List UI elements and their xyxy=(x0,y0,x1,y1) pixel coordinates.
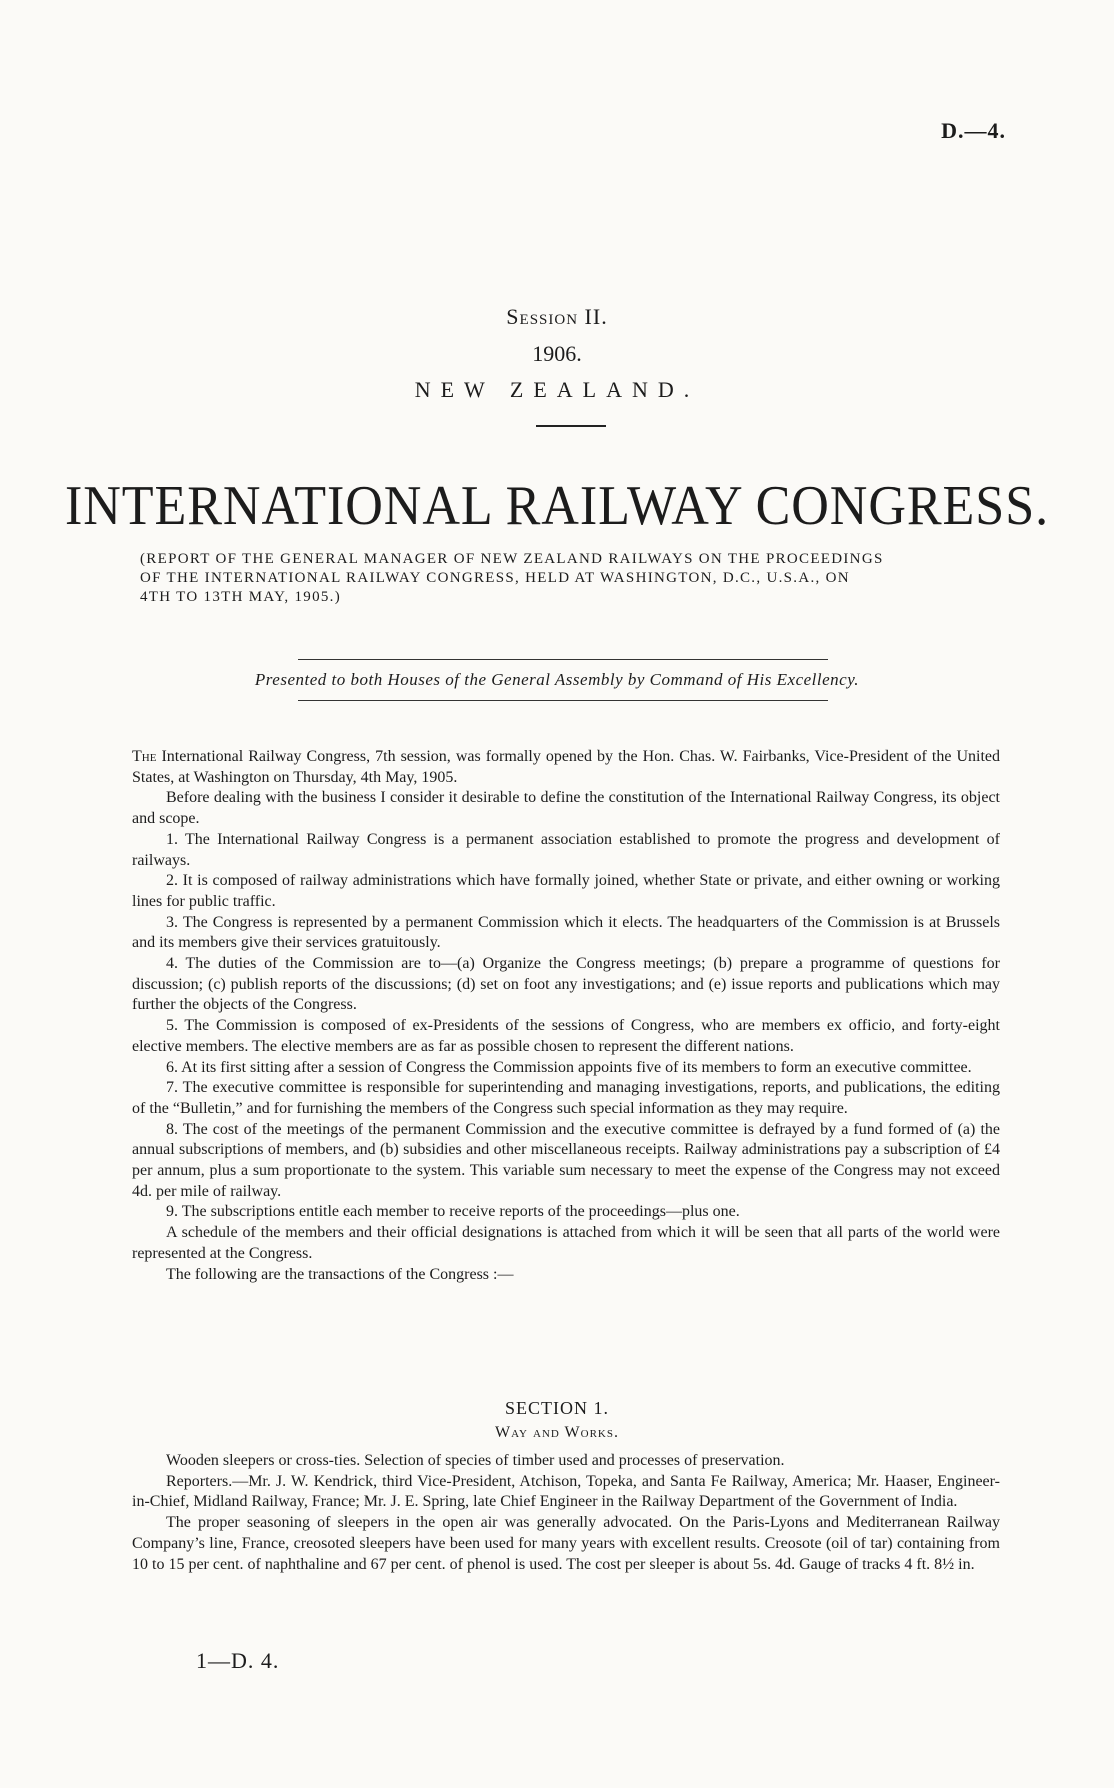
body-paragraph: A schedule of the members and their official designations is attached from which it will be seen that all parts of the world were represented at the Congress. xyxy=(132,1224,1000,1262)
body-paragraph: 1. The International Railway Congress is a permanent association established to promote the progress and development of railways. xyxy=(132,830,1000,869)
report-body xyxy=(132,747,1000,1285)
body-paragraph: The International Railway Congress, 7th session, was formally opened by the Hon. Chas. W. Fairbanks, Vice-President of the United States, at Washington on Thursday, 4th May, 1905. xyxy=(132,748,1000,786)
body-paragraph: 6. At its first sitting after a session of Congress the Commission appoints five of its members to form an executive committee. xyxy=(166,1058,972,1076)
presented-line: Presented to both Houses of the General Assembly by Command of His Excellency. xyxy=(254,670,860,689)
body-paragraph: Before dealing with the business I consider it desirable to define the constitution of the International Railway Congress, its object and scope. xyxy=(132,789,1000,828)
body-paragraph: 5. The Commission is composed of ex-Presidents of the sessions of Congress, who are members ex officio, and forty-eight elective members. The elective members are as far as possible chosen to represent the different nations. xyxy=(132,1017,1000,1055)
country-label: NEW ZEALAND. xyxy=(414,377,700,402)
body-paragraph: 4. The duties of the Commission are to—(a) Organize the Congress meetings; (b) prepare a programme of questions for discussion; (c) publish reports of the discussions; (d) set on foot any investigations; and (e) issue reports and publications which may further the objects of the Congress. xyxy=(132,955,1000,1014)
subtitle-line: OF THE INTERNATIONAL RAILWAY CONGRESS, HELD AT WASHINGTON, D.C., U.S.A., ON xyxy=(140,570,850,586)
title-divider xyxy=(536,425,606,427)
subtitle-line: (REPORT OF THE GENERAL MANAGER OF NEW ZEALAND RAILWAYS ON THE PROCEEDINGS xyxy=(140,551,884,567)
body-paragraph: 9. The subscriptions entitle each member to receive reports of the proceedings—plus one. xyxy=(166,1203,740,1221)
body-paragraph: 7. The executive committee is responsible for superintending and managing investigations, reports, and publications, the editing of the “Bulletin,” and for furnishing the members of the Congress such special information as they may require. xyxy=(132,1079,1000,1117)
body-paragraph: The following are the transactions of the Congress :— xyxy=(166,1265,514,1283)
session-label: Session II. xyxy=(506,304,608,329)
section-subtitle: Way and Works. xyxy=(495,1424,619,1441)
presented-rule-top xyxy=(298,659,828,660)
section-paragraph: Reporters.—Mr. J. W. Kendrick, third Vice-President, Atchison, Topeka, and Santa Fe Railway, America; Mr. Haaser, Engineer-in-Chief, Midland Railway, France; Mr. J. E. Spring, late Chief Engineer in the Railway Department of the Government of India. xyxy=(132,1472,1000,1511)
body-paragraph: 8. The cost of the meetings of the permanent Commission and the executive committee is defrayed by a fund formed of (a) the annual subscriptions of members, and (b) subsidies and other miscellaneous receipts. Railway administrations pay a subscription of £4 per annum, plus a sum proportionate to the system. This variable sum necessary to meet the expense of the Congress may not exceed 4d. per mile of railway. xyxy=(132,1120,1000,1200)
subtitle-line: 4TH TO 13TH MAY, 1905.) xyxy=(140,589,342,605)
presented-rule-bottom xyxy=(298,700,828,701)
report-subtitle xyxy=(140,550,1002,607)
section-paragraph: The proper seasoning of sleepers in the open air was generally advocated. On the Paris-Lyons and Mediterranean Railway Company’s line, France, creosoted sleepers have been used for many years with excellent results. Creosote (oil of tar) containing from 10 to 15 per cent. of naphthaline and 67 per cent. of phenol is used. The cost per sleeper is about 5s. 4d. Gauge of tracks 4 ft. 8½ in. xyxy=(132,1514,1000,1573)
section-paragraph: Wooden sleepers or cross-ties. Selection of species of timber used and processes of preservation. xyxy=(166,1452,785,1469)
year-label: 1906. xyxy=(532,341,582,366)
body-paragraph: 3. The Congress is represented by a permanent Commission which it elects. The headquarters of the Commission is at Brussels and its members give their services gratuitously. xyxy=(132,913,1000,952)
section-body xyxy=(132,1451,1000,1575)
document-reference: D.—4. xyxy=(941,118,1006,143)
lead-word: The xyxy=(132,748,157,765)
body-paragraph: 2. It is composed of railway administrations which have formally joined, whether State or private, and either owning or working lines for public traffic. xyxy=(132,872,1000,910)
page-title: INTERNATIONAL RAILWAY CONGRESS. xyxy=(64,475,1050,537)
section-title: SECTION 1. xyxy=(505,1398,609,1418)
page-footer-reference: 1—D. 4. xyxy=(196,1648,280,1673)
